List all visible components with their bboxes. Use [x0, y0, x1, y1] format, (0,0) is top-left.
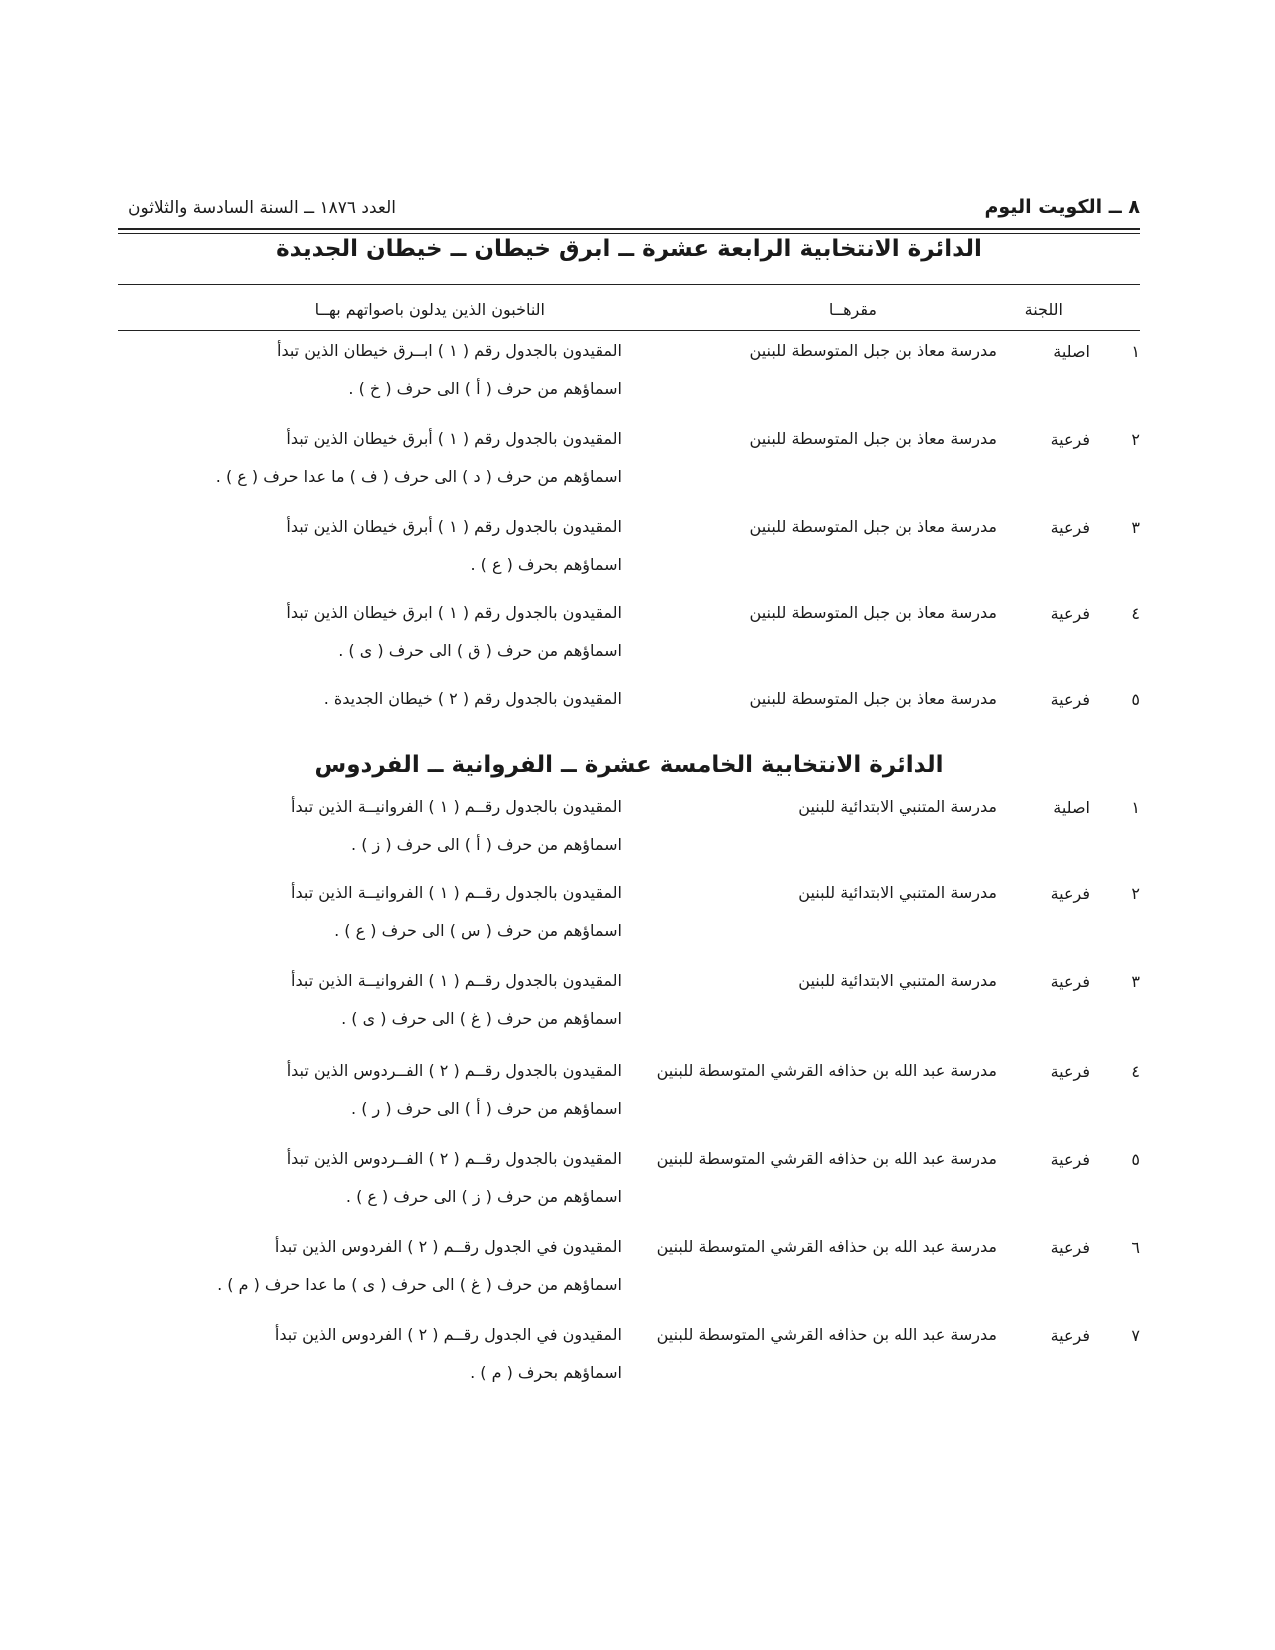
row-voters	[122, 332, 622, 408]
voters-line-2: اسماؤهم بحرف ( م ) .	[470, 1363, 622, 1382]
title-rule	[118, 284, 1140, 285]
col-site: مقرهــا	[828, 300, 877, 319]
voters-line-2: اسماؤهم بحرف ( ع ) .	[470, 555, 622, 574]
voters-line-1: المقيدون بالجدول رقــم ( ١ ) الفروانيــة الذين تبدأ	[291, 971, 622, 990]
row-type: فرعية	[1050, 1062, 1090, 1081]
voters-line-1: المقيدون في الجدول رقــم ( ٢ ) الفردوس الذين تبدأ	[274, 1325, 622, 1344]
row-site: مدرسة معاذ بن جبل المتوسطة للبنين	[749, 603, 997, 622]
row-voters	[122, 1052, 622, 1128]
row-number: ٣	[1131, 518, 1140, 537]
row-voters	[122, 788, 622, 864]
row-number: ٢	[1131, 430, 1140, 449]
row-number: ٤	[1131, 604, 1140, 623]
voters-line-1: المقيدون بالجدول رقم ( ١ ) أبرق خيطان الذين تبدأ	[286, 517, 622, 536]
row-type: فرعية	[1050, 430, 1090, 449]
row-number: ٦	[1131, 1238, 1140, 1257]
voters-line-1: المقيدون بالجدول رقم ( ١ ) أبرق خيطان الذين تبدأ	[286, 429, 622, 448]
row-site: مدرسة عبد الله بن حذافه القرشي المتوسطة للبنين	[656, 1237, 997, 1256]
row-type: اصلية	[1053, 342, 1090, 361]
row-type: فرعية	[1050, 972, 1090, 991]
row-number: ١	[1131, 342, 1140, 361]
row-site: مدرسة المتنبي الابتدائية للبنين	[798, 883, 997, 902]
colhead-rule	[118, 330, 1140, 331]
row-voters	[122, 1228, 622, 1304]
row-number: ٧	[1131, 1326, 1140, 1345]
row-type: فرعية	[1050, 604, 1090, 623]
voters-line-1: المقيدون بالجدول رقــم ( ١ ) الفروانيــة الذين تبدأ	[291, 797, 622, 816]
col-committee: اللجنة	[1024, 300, 1063, 319]
row-type: اصلية	[1053, 798, 1090, 817]
voters-line-2: اسماؤهم من حرف ( س ) الى حرف ( ع ) .	[334, 921, 622, 940]
voters-line-1: المقيدون بالجدول رقــم ( ١ ) الفروانيــة الذين تبدأ	[291, 883, 622, 902]
row-site: مدرسة المتنبي الابتدائية للبنين	[798, 971, 997, 990]
row-number: ٤	[1131, 1062, 1140, 1081]
row-number: ٥	[1131, 690, 1140, 709]
voters-line-1: المقيدون بالجدول رقم ( ١ ) ابرق خيطان الذين تبدأ	[286, 603, 622, 622]
voters-line-1: المقيدون بالجدول رقــم ( ٢ ) الفــردوس الذين تبدأ	[286, 1149, 622, 1168]
voters-line-1: المقيدون بالجدول رقــم ( ٢ ) الفــردوس الذين تبدأ	[286, 1061, 622, 1080]
row-site: مدرسة معاذ بن جبل المتوسطة للبنين	[749, 429, 997, 448]
row-site: مدرسة عبد الله بن حذافه القرشي المتوسطة للبنين	[656, 1061, 997, 1080]
row-type: فرعية	[1050, 1150, 1090, 1169]
voters-line-2: اسماؤهم من حرف ( ز ) الى حرف ( ع ) .	[345, 1187, 622, 1206]
voters-line-2: اسماؤهم من حرف ( أ ) الى حرف ( ز ) .	[351, 835, 622, 854]
voters-line-2: اسماؤهم من حرف ( د ) الى حرف ( ف ) ما عدا حرف ( ع ) .	[215, 467, 622, 486]
voters-line-2: اسماؤهم من حرف ( أ ) الى حرف ( خ ) .	[348, 379, 622, 398]
row-voters	[122, 874, 622, 950]
row-type: فرعية	[1050, 884, 1090, 903]
voters-line-2: اسماؤهم من حرف ( غ ) الى حرف ( ى ) ما عدا حرف ( م ) .	[217, 1275, 622, 1294]
row-site: مدرسة معاذ بن جبل المتوسطة للبنين	[749, 689, 997, 708]
section-14-title: الدائرة الانتخابية الرابعة عشرة ــ ابرق خيطان ــ خيطان الجديدة	[276, 236, 982, 262]
row-site: مدرسة معاذ بن جبل المتوسطة للبنين	[749, 341, 997, 360]
row-type: فرعية	[1050, 1238, 1090, 1257]
row-site: مدرسة عبد الله بن حذافه القرشي المتوسطة للبنين	[656, 1149, 997, 1168]
row-number: ٥	[1131, 1150, 1140, 1169]
row-number: ٢	[1131, 884, 1140, 903]
voters-line-2: اسماؤهم من حرف ( ق ) الى حرف ( ى ) .	[338, 641, 622, 660]
row-number: ٣	[1131, 972, 1140, 991]
row-voters	[122, 508, 622, 584]
row-site: مدرسة المتنبي الابتدائية للبنين	[798, 797, 997, 816]
row-voters	[122, 594, 622, 670]
issue-info: العدد ١٨٧٦ ــ السنة السادسة والثلاثون	[128, 198, 396, 218]
col-voters: الناخبون الذين يدلون باصواتهم بهــا	[314, 300, 545, 319]
row-voters	[122, 962, 622, 1038]
row-site: مدرسة معاذ بن جبل المتوسطة للبنين	[749, 517, 997, 536]
voters-line-2: اسماؤهم من حرف ( غ ) الى حرف ( ى ) .	[341, 1009, 622, 1028]
row-voters	[122, 680, 622, 718]
voters-line-2: اسماؤهم من حرف ( أ ) الى حرف ( ر ) .	[351, 1099, 622, 1118]
voters-line-1: المقيدون بالجدول رقم ( ١ ) ابــرق خيطان الذين تبدأ	[277, 341, 622, 360]
row-number: ١	[1131, 798, 1140, 817]
row-site: مدرسة عبد الله بن حذافه القرشي المتوسطة للبنين	[656, 1325, 997, 1344]
row-type: فرعية	[1050, 518, 1090, 537]
row-voters	[122, 420, 622, 496]
row-type: فرعية	[1050, 1326, 1090, 1345]
header-rule	[118, 228, 1140, 234]
voters-line-1: المقيدون في الجدول رقــم ( ٢ ) الفردوس الذين تبدأ	[274, 1237, 622, 1256]
row-voters	[122, 1140, 622, 1216]
row-type: فرعية	[1050, 690, 1090, 709]
page-number-title: ٨ ــ الكويت اليوم	[984, 196, 1140, 218]
row-voters	[122, 1316, 622, 1392]
voters-line-1: المقيدون بالجدول رقم ( ٢ ) خيطان الجديدة .	[323, 689, 622, 708]
running-head	[118, 196, 1140, 228]
section-15-title: الدائرة الانتخابية الخامسة عشرة ــ الفروانية ــ الفردوس	[314, 752, 944, 778]
